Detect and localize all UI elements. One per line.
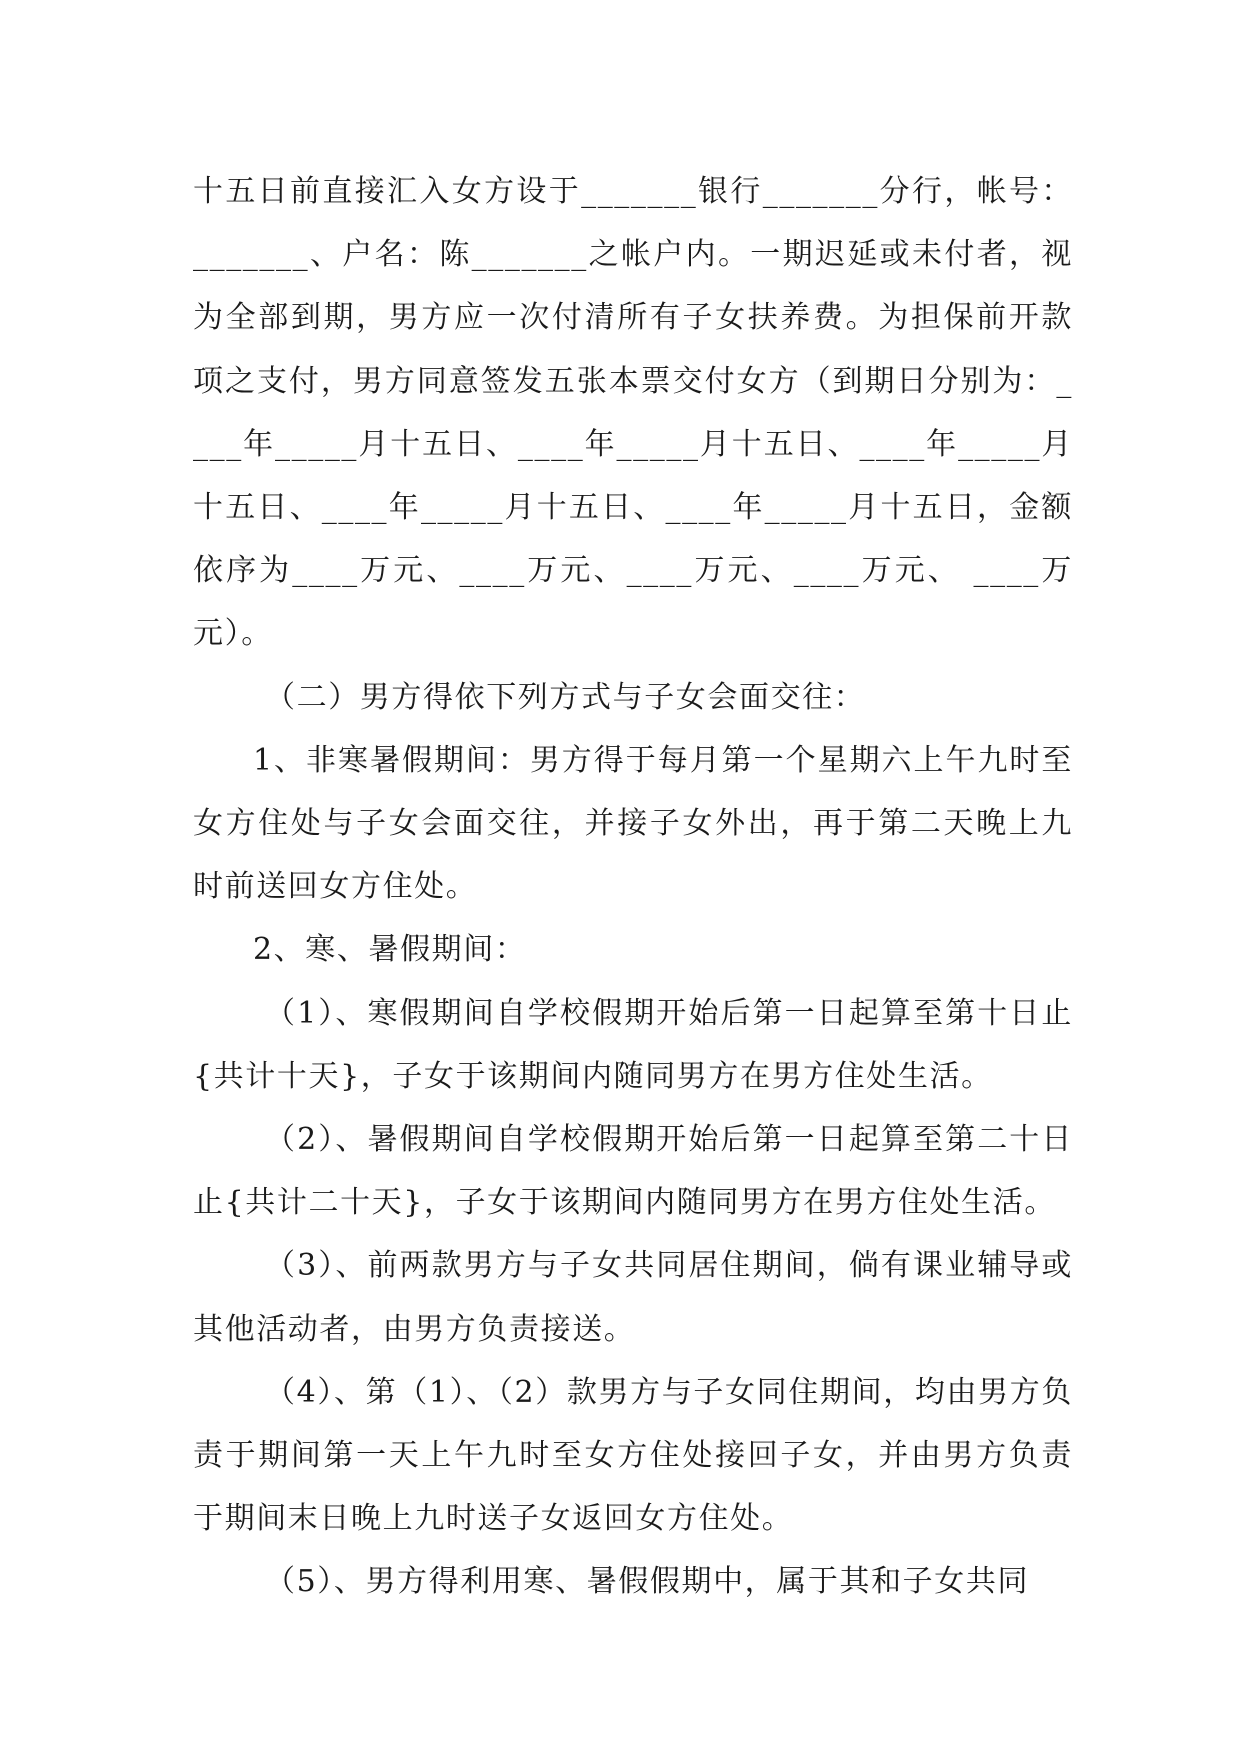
paragraph-tutoring: （3）、前两款男方与子女共同居住期间，倘有课业辅导或其他活动者，由男方负责接送。 [193,1248,1073,1347]
paragraph-summer-break: （2）、暑假期间自学校假期开始后第一日起算至第二十日止{共计二十天}，子女于该期间内随同男方在男方住处生活。 [193,1122,1073,1221]
paragraph-visitation-heading: （二）男方得依下列方式与子女会面交往： [265,679,866,715]
paragraph-pickup: （4）、第（1）、（2）款男方与子女同住期间，均由男方负责于期间第一天上午九时至女方住处接回子女，并由男方负责于期间末日晚上九时送子女返回女方住处。 [193,1374,1073,1537]
paragraph-holiday-use: （5）、男方得利用寒、暑假假期中，属于其和子女共同 [265,1564,1030,1600]
paragraph-non-holiday: 1、非寒暑假期间：男方得于每月第一个星期六上午九时至女方住处与子女会面交往，并接子女外出，再于第二天晚上九时前送回女方住处。 [193,742,1073,905]
paragraph-winter-break: （1）、寒假期间自学校假期开始后第一日起算至第十日止{共计十天}，子女于该期间内随同男方在男方住处生活。 [193,995,1073,1094]
paragraph-holiday-heading: 2、寒、暑假期间： [253,932,527,968]
paragraph-payment-terms: 十五日前直接汇入女方设于_______银行_______分行，帐号：_______、户名：陈_______之帐户内。一期迟延或未付者，视为全部到期，男方应一次付清所有子女扶养费。为担保前开款项之支付，男方同意签发五张本票交付女方（到期日分别为：____年_____月十五日、____年_____月十五日、____年_____月十五日、____年_____月十五日、____年_____月十五日，金额依序为____万元、____万元、____万元、____万元、 ____万元）。 [193,174,1073,652]
document-body [193,160,1073,1614]
